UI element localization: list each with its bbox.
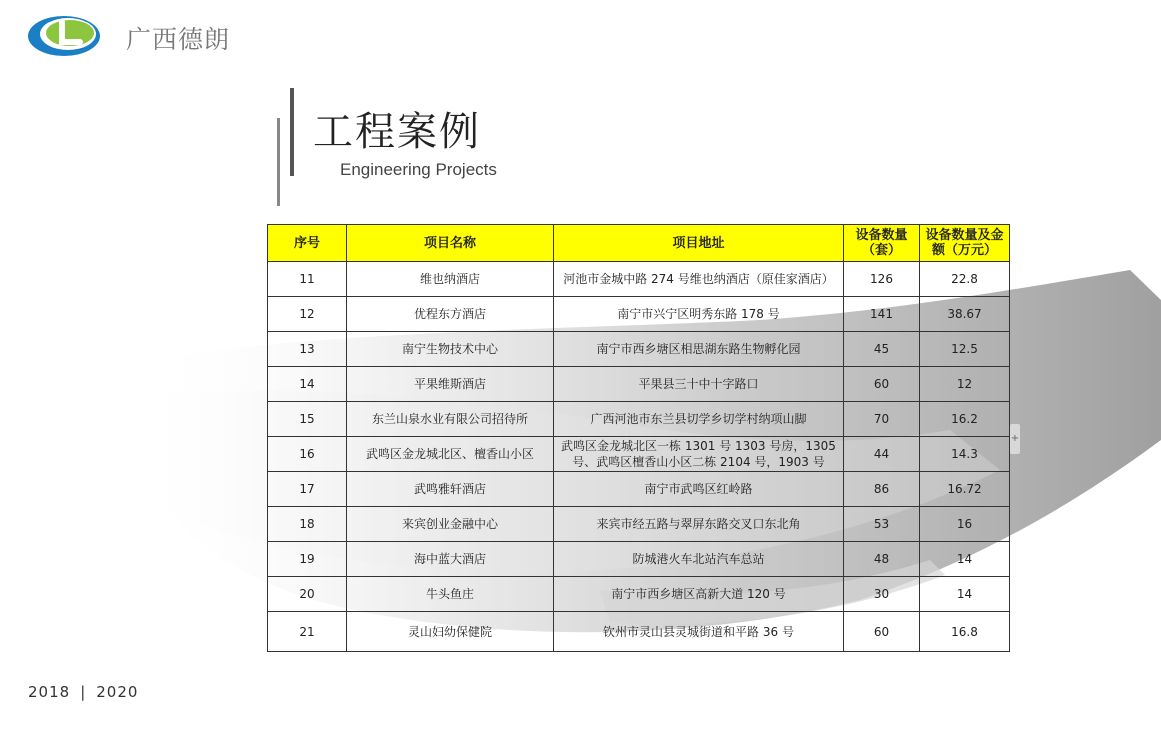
cell-amount: 14 xyxy=(920,542,1010,577)
cell-no: 14 xyxy=(268,367,347,402)
cell-amount: 22.8 xyxy=(920,262,1010,297)
table-row xyxy=(268,332,1010,367)
page-subtitle: Engineering Projects xyxy=(340,160,497,179)
cell-name: 武鸣区金龙城北区、檀香山小区 xyxy=(347,437,554,472)
cell-name: 灵山妇幼保健院 xyxy=(347,612,554,652)
side-nav-handle[interactable]: + xyxy=(1010,424,1020,454)
header-amount: 设备数量及金额（万元） xyxy=(920,225,1010,262)
cell-quantity: 53 xyxy=(844,507,920,542)
year-end: 2020 xyxy=(96,683,139,701)
table-header-row xyxy=(268,225,1010,262)
cell-no: 18 xyxy=(268,507,347,542)
header-no: 序号 xyxy=(268,225,347,262)
cell-quantity: 45 xyxy=(844,332,920,367)
year-start: 2018 xyxy=(28,683,71,701)
cell-name: 牛头鱼庄 xyxy=(347,577,554,612)
cell-name: 东兰山泉水业有限公司招待所 xyxy=(347,402,554,437)
table-row xyxy=(268,542,1010,577)
cell-quantity: 86 xyxy=(844,472,920,507)
cell-name: 武鸣雅轩酒店 xyxy=(347,472,554,507)
cell-no: 11 xyxy=(268,262,347,297)
cell-quantity: 70 xyxy=(844,402,920,437)
cell-address: 武鸣区金龙城北区一栋 1301 号 1303 号房，1305 号、武鸣区檀香山小区二栋 2104 号，1903 号 xyxy=(554,437,844,472)
cell-no: 12 xyxy=(268,297,347,332)
brand-logo-icon xyxy=(24,10,104,60)
cell-amount: 14 xyxy=(920,577,1010,612)
cell-address: 南宁市西乡塘区相思湖东路生物孵化园 xyxy=(554,332,844,367)
cell-address: 防城港火车北站汽车总站 xyxy=(554,542,844,577)
table-row xyxy=(268,612,1010,652)
cell-quantity: 60 xyxy=(844,612,920,652)
cell-name: 优程东方酒店 xyxy=(347,297,554,332)
table-body xyxy=(268,262,1010,652)
header-name: 项目名称 xyxy=(347,225,554,262)
cell-name: 来宾创业金融中心 xyxy=(347,507,554,542)
cell-address: 广西河池市东兰县切学乡切学村纳项山脚 xyxy=(554,402,844,437)
cell-name: 维也纳酒店 xyxy=(347,262,554,297)
header-address: 项目地址 xyxy=(554,225,844,262)
table-row xyxy=(268,297,1010,332)
cell-no: 19 xyxy=(268,542,347,577)
table-row xyxy=(268,507,1010,542)
cell-name: 海中蓝大酒店 xyxy=(347,542,554,577)
cell-no: 16 xyxy=(268,437,347,472)
cell-quantity: 141 xyxy=(844,297,920,332)
cell-amount: 14.3 xyxy=(920,437,1010,472)
footer-years xyxy=(28,683,138,701)
page-title: 工程案例 xyxy=(313,109,481,155)
table-row xyxy=(268,402,1010,437)
cell-address: 来宾市经五路与翠屏东路交叉口东北角 xyxy=(554,507,844,542)
cell-address: 南宁市兴宁区明秀东路 178 号 xyxy=(554,297,844,332)
projects-table-container xyxy=(267,224,1010,652)
projects-table xyxy=(267,224,1010,652)
cell-amount: 16.2 xyxy=(920,402,1010,437)
table-row xyxy=(268,472,1010,507)
cell-no: 21 xyxy=(268,612,347,652)
cell-address: 平果县三十中十字路口 xyxy=(554,367,844,402)
brand-name: 广西德朗 xyxy=(126,25,231,54)
year-separator: | xyxy=(80,683,87,701)
cell-quantity: 30 xyxy=(844,577,920,612)
cell-name: 南宁生物技术中心 xyxy=(347,332,554,367)
table-row xyxy=(268,262,1010,297)
cell-address: 南宁市武鸣区红岭路 xyxy=(554,472,844,507)
cell-no: 13 xyxy=(268,332,347,367)
table-row xyxy=(268,577,1010,612)
title-accent-bar xyxy=(290,88,294,176)
cell-no: 17 xyxy=(268,472,347,507)
cell-address: 河池市金城中路 274 号维也纳酒店（原佳家酒店） xyxy=(554,262,844,297)
cell-quantity: 60 xyxy=(844,367,920,402)
cell-amount: 38.67 xyxy=(920,297,1010,332)
cell-address: 钦州市灵山县灵城街道和平路 36 号 xyxy=(554,612,844,652)
cell-amount: 16.72 xyxy=(920,472,1010,507)
cell-quantity: 48 xyxy=(844,542,920,577)
title-accent-bar-secondary xyxy=(277,118,280,206)
cell-no: 20 xyxy=(268,577,347,612)
table-row xyxy=(268,367,1010,402)
cell-amount: 16 xyxy=(920,507,1010,542)
cell-amount: 12 xyxy=(920,367,1010,402)
cell-quantity: 44 xyxy=(844,437,920,472)
cell-name: 平果维斯酒店 xyxy=(347,367,554,402)
cell-no: 15 xyxy=(268,402,347,437)
cell-amount: 12.5 xyxy=(920,332,1010,367)
cell-amount: 16.8 xyxy=(920,612,1010,652)
cell-quantity: 126 xyxy=(844,262,920,297)
header-quantity: 设备数量（套） xyxy=(844,225,920,262)
cell-address: 南宁市西乡塘区高新大道 120 号 xyxy=(554,577,844,612)
table-row xyxy=(268,437,1010,472)
